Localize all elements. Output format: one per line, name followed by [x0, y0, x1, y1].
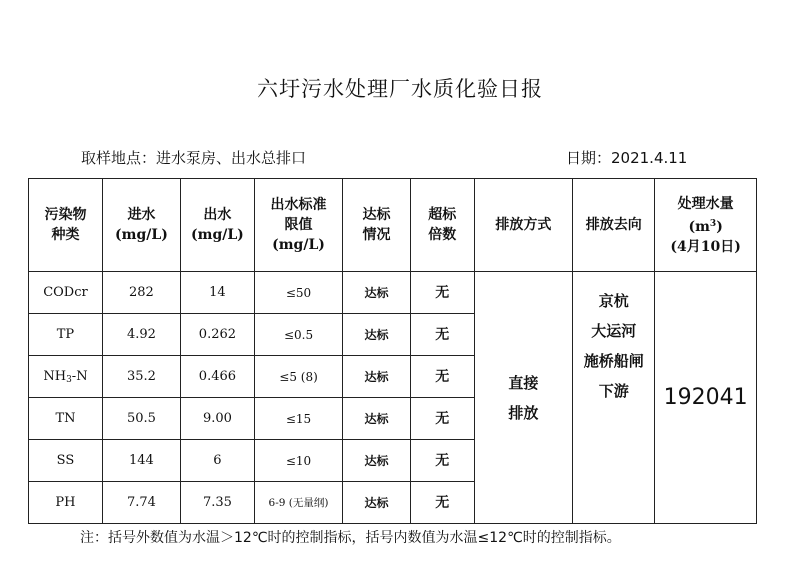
- standard-limit: ≤15: [254, 398, 342, 440]
- header-compliance: 达标 情况: [343, 179, 411, 272]
- effluent-value: 6: [180, 440, 254, 482]
- header-influent: 进水 (mg/L): [102, 179, 180, 272]
- standard-limit: ≤0.5: [254, 314, 342, 356]
- compliance-status: 达标: [343, 272, 411, 314]
- compliance-status: 达标: [343, 440, 411, 482]
- exceed-multiple: 无: [410, 482, 474, 524]
- pollutant-name: PH: [29, 482, 103, 524]
- treated-volume: 192041: [655, 272, 757, 524]
- discharge-destination: 京杭 大运河 施桥船闸 下游: [573, 272, 655, 524]
- exceed-multiple: 无: [410, 272, 474, 314]
- sampling-location: 取样地点：进水泵房、出水总排口: [81, 149, 307, 167]
- influent-value: 7.74: [102, 482, 180, 524]
- compliance-status: 达标: [343, 482, 411, 524]
- footnote: 注：括号外数值为水温＞12℃时的控制指标，括号内数值为水温≤12℃时的控制指标。: [80, 530, 621, 546]
- pollutant-name: SS: [29, 440, 103, 482]
- pollutant-name: TN: [29, 398, 103, 440]
- compliance-status: 达标: [343, 398, 411, 440]
- pollutant-name: $NH_3-N$: [29, 356, 103, 398]
- header-exceed: 超标 倍数: [410, 179, 474, 272]
- exceed-multiple: 无: [410, 356, 474, 398]
- header-discharge-method: 排放方式: [474, 179, 573, 272]
- report-date: 日期：2021.4.11: [566, 149, 688, 167]
- standard-limit: ≤5 (8): [254, 356, 342, 398]
- influent-value: 50.5: [102, 398, 180, 440]
- compliance-status: 达标: [343, 314, 411, 356]
- water-quality-table: [28, 178, 757, 524]
- effluent-value: 0.262: [180, 314, 254, 356]
- influent-value: 4.92: [102, 314, 180, 356]
- effluent-value: 9.00: [180, 398, 254, 440]
- report-title: 六圩污水处理厂水质化验日报: [257, 77, 543, 101]
- standard-limit: 6-9 (无量纲): [254, 482, 342, 524]
- header-pollutant: 污染物 种类: [29, 179, 103, 272]
- effluent-value: 7.35: [180, 482, 254, 524]
- table-header-row: [29, 179, 757, 272]
- pollutant-name: CODcr: [29, 272, 103, 314]
- header-volume: 处理水量 $(m^3)$ (4月10日): [655, 179, 757, 272]
- standard-limit: ≤10: [254, 440, 342, 482]
- exceed-multiple: 无: [410, 398, 474, 440]
- pollutant-name: TP: [29, 314, 103, 356]
- influent-value: 35.2: [102, 356, 180, 398]
- compliance-status: 达标: [343, 356, 411, 398]
- standard-limit: ≤50: [254, 272, 342, 314]
- influent-value: 282: [102, 272, 180, 314]
- exceed-multiple: 无: [410, 314, 474, 356]
- discharge-method: 直接 排放: [474, 272, 573, 524]
- header-effluent: 出水 (mg/L): [180, 179, 254, 272]
- exceed-multiple: 无: [410, 440, 474, 482]
- header-standard: 出水标准 限值 (mg/L): [254, 179, 342, 272]
- effluent-value: 14: [180, 272, 254, 314]
- effluent-value: 0.466: [180, 356, 254, 398]
- influent-value: 144: [102, 440, 180, 482]
- header-discharge-dest: 排放去向: [573, 179, 655, 272]
- table-row: [29, 272, 757, 314]
